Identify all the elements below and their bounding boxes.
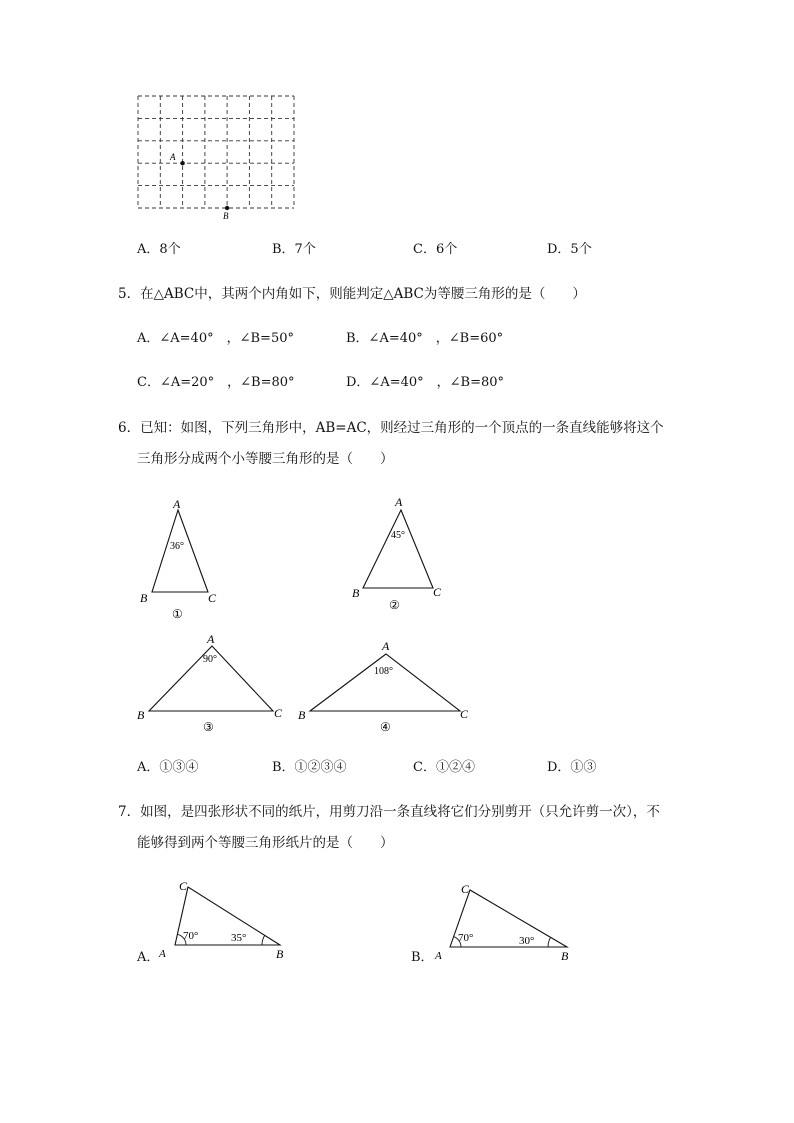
svg-text:B: B: [561, 949, 569, 963]
q7-stem-line2: 能够得到两个等腰三角形纸片的是（ ）: [137, 835, 394, 851]
svg-text:C: C: [461, 882, 470, 896]
svg-text:B: B: [140, 591, 148, 605]
svg-text:A: A: [435, 950, 442, 962]
q4-option-a[interactable]: A．8个: [137, 242, 181, 257]
svg-text:35°: 35°: [231, 932, 247, 944]
q5-stem: 5．在△ABC中，其两个内角如下，则能判定△ABC为等腰三角形的是（ ）: [118, 286, 586, 302]
svg-text:B: B: [137, 708, 145, 722]
q5-option-b[interactable]: B．∠A=40° ，∠B=60°: [346, 331, 504, 346]
svg-text:A: A: [159, 948, 166, 960]
q4-option-b[interactable]: B．7个: [272, 242, 316, 257]
q6-option-c[interactable]: C．①②④: [413, 760, 475, 775]
q4-option-d[interactable]: D．5个: [547, 242, 592, 257]
q6-stem-line2: 三角形分成两个小等腰三角形的是（ ）: [137, 451, 394, 467]
q6-figure-3: [130, 628, 295, 738]
svg-text:④: ④: [380, 720, 391, 734]
grid-label-a: A: [170, 152, 176, 162]
grid-figure: [130, 88, 305, 223]
q6-option-a[interactable]: A．①③④: [137, 760, 199, 775]
svg-text:90°: 90°: [203, 654, 217, 665]
grid-label-b: B: [223, 211, 229, 221]
q6-option-b[interactable]: B．①②③④: [272, 760, 347, 775]
svg-text:C: C: [208, 591, 217, 605]
svg-text:②: ②: [389, 598, 400, 612]
q7-option-b-label[interactable]: B．: [411, 950, 434, 965]
q7-stem-line1: 7．如图，是四张形状不同的纸片，用剪刀沿一条直线将它们分别剪开（只允许剪一次），不: [118, 804, 660, 820]
q6-figure-4: [298, 632, 478, 738]
q5-option-a[interactable]: A．∠A=40° ，∠B=50°: [137, 331, 294, 346]
q6-option-d[interactable]: D．①③: [547, 760, 597, 775]
svg-text:①: ①: [172, 607, 183, 621]
svg-text:30°: 30°: [519, 935, 535, 947]
q4-option-c[interactable]: C．6个: [413, 242, 458, 257]
q7-option-a-label[interactable]: A．: [137, 950, 160, 965]
svg-text:70°: 70°: [183, 930, 199, 942]
svg-text:A: A: [382, 639, 390, 653]
svg-text:B: B: [352, 586, 360, 600]
svg-text:A: A: [173, 497, 181, 511]
svg-text:B: B: [298, 708, 306, 722]
svg-text:A: A: [207, 632, 215, 646]
svg-text:45°: 45°: [391, 530, 405, 541]
q7-figure-b[interactable]: [430, 872, 580, 967]
svg-text:C: C: [274, 706, 283, 720]
svg-text:70°: 70°: [458, 932, 474, 944]
q5-option-c[interactable]: C．∠A=20° ，∠B=80°: [137, 375, 295, 390]
svg-text:C: C: [433, 585, 442, 599]
grid-point-b: [225, 206, 229, 210]
svg-text:36°: 36°: [170, 541, 184, 552]
q6-figure-1: [130, 494, 230, 624]
q5-option-d[interactable]: D．∠A=40° ，∠B=80°: [346, 375, 505, 390]
grid-point-a: [180, 161, 184, 165]
svg-text:C: C: [460, 707, 469, 721]
svg-text:B: B: [276, 947, 284, 961]
svg-text:C: C: [179, 879, 188, 893]
q7-figure-a[interactable]: [155, 872, 295, 967]
svg-text:③: ③: [203, 720, 214, 734]
q6-figure-2: [345, 490, 455, 615]
svg-text:108°: 108°: [374, 666, 393, 677]
svg-text:A: A: [395, 495, 403, 509]
q6-stem-line1: 6．已知：如图，下列三角形中，AB=AC，则经过三角形的一个顶点的一条直线能够将这个: [118, 420, 664, 436]
